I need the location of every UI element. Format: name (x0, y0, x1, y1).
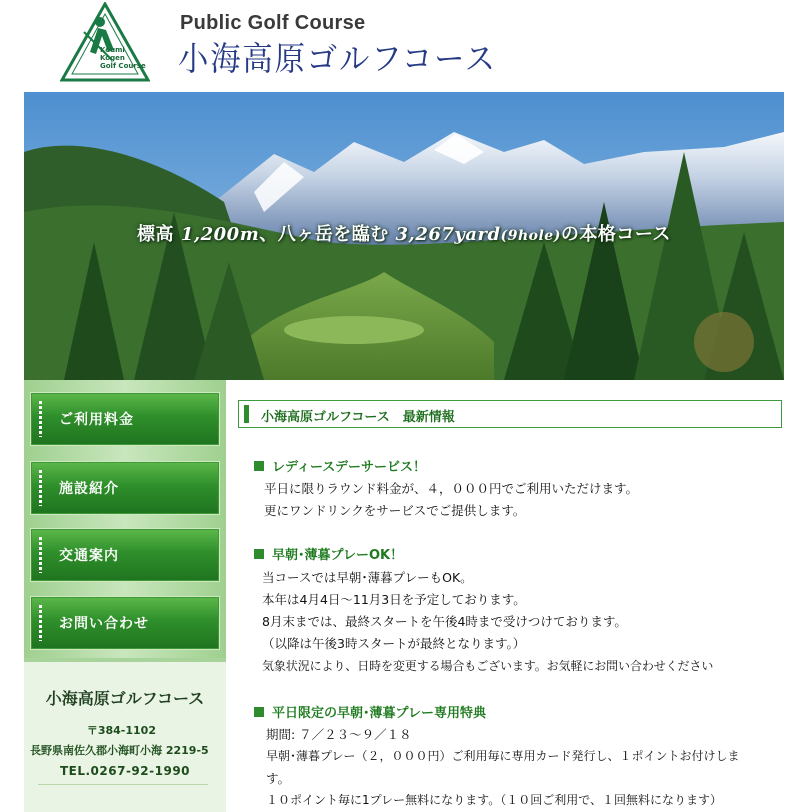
news-heading (254, 456, 426, 475)
brand-english: Public Golf Course (180, 12, 366, 34)
hero-caption (24, 220, 784, 246)
contact-zip: 〒384-1102 (86, 724, 156, 737)
nav-access-button[interactable] (30, 528, 220, 582)
nav-label: 交通案内 (59, 548, 119, 564)
dotted-bar-icon (39, 605, 42, 641)
news-line: １０ポイント毎に1プレー無料になります。（１０回ご利用で、１回無料になります） (266, 793, 722, 807)
nav-label: お問い合わせ (59, 616, 149, 632)
news-heading-text: レディースデーサービス！ (272, 460, 427, 475)
contact-title: 小海高原ゴルフコース (45, 689, 205, 708)
brand-japanese: 小海高原ゴルフコース (178, 39, 497, 78)
square-bullet-icon (254, 707, 264, 717)
news-line: 早朝･薄暮プレー（２，０００円）ご利用毎に専用カード発行し、１ポイントお付けしま (266, 749, 740, 763)
caption-text: の本格コース (560, 224, 671, 245)
caption-yardage: 3,267yard (395, 224, 501, 245)
square-bullet-icon (254, 549, 264, 559)
header-mark-icon (244, 405, 249, 423)
dotted-bar-icon (39, 537, 42, 573)
news-section-title: 小海高原ゴルフコース 最新情報 (261, 410, 455, 425)
caption-text: 標高 (137, 224, 181, 245)
news-heading (254, 702, 486, 721)
contact-info-box (24, 658, 226, 812)
dotted-bar-icon (39, 470, 42, 506)
divider (38, 784, 208, 785)
news-line: す。 (266, 771, 291, 786)
dotted-bar-icon (39, 401, 42, 437)
caption-text: 、八ヶ岳を臨む (259, 224, 396, 245)
contact-tel: TEL.0267-92-1990 (59, 764, 191, 778)
caption-altitude: 1,200m (180, 224, 260, 245)
news-line: （以降は午後3時スタートが最終となります。） (262, 636, 526, 651)
nav-fees-button[interactable] (30, 392, 220, 446)
nav-label: 施設紹介 (59, 481, 119, 497)
nav-label: ご利用料金 (59, 412, 134, 428)
nav-facilities-button[interactable] (30, 461, 220, 515)
news-line: 本年は4月4日～11月3日を予定しております。 (262, 592, 526, 607)
logo[interactable] (60, 2, 150, 82)
news-heading-text: 平日限定の早朝･薄暮プレー専用特典 (272, 706, 486, 721)
news-line: 8月末までは、最終スタートを午後4時まで受けつけております。 (262, 614, 627, 629)
news-heading (254, 544, 403, 563)
logo-text (100, 46, 146, 70)
news-line: 気象状況により、日時を変更する場合もございます。お気軽にお問い合わせください (262, 659, 714, 673)
news-heading-text: 早朝･薄暮プレーOK！ (272, 548, 404, 563)
sidebar (24, 380, 226, 808)
nav-contact-button[interactable] (30, 596, 220, 650)
logo-line: Golf Course (100, 62, 146, 70)
news-line: 当コースでは早朝･薄暮プレーもOK。 (262, 570, 473, 585)
news-line: 期間: ７／２３～９／１８ (266, 727, 412, 742)
news-line: 平日に限りラウンド料金が、４，０００円でご利用いただけます。 (264, 481, 639, 496)
golfer-logo-icon (60, 2, 150, 82)
news-section-header (238, 400, 782, 428)
contact-address: 長野県南佐久郡小海町小海 2219-5 (30, 744, 209, 757)
news-line: 更にワンドリンクをサービスでご提供します。 (264, 503, 526, 518)
square-bullet-icon (254, 461, 264, 471)
caption-holes: (9hole) (500, 228, 561, 244)
logo-line: Kogen (100, 54, 125, 62)
hero-banner (24, 92, 784, 380)
logo-line: Koumi (100, 46, 125, 54)
